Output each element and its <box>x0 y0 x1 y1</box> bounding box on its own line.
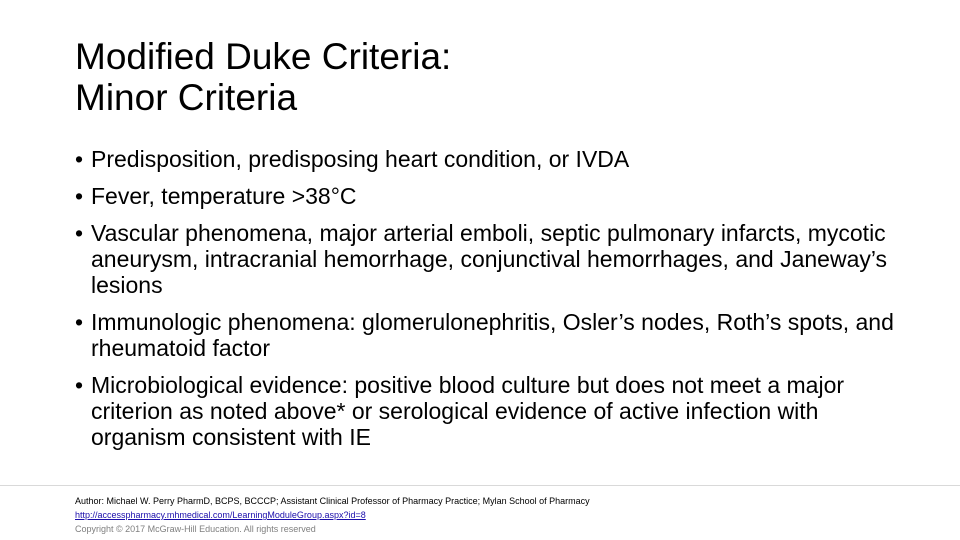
footer <box>75 494 935 536</box>
bullet-text: Microbiological evidence: positive blood culture but does not meet a major criterion as noted above* or serological evidence of active infection with organism consistent with IE <box>91 372 845 450</box>
bullet-dot: • <box>75 372 84 398</box>
footer-divider <box>0 485 960 486</box>
bullet-text: Fever, temperature >38°C <box>91 183 357 209</box>
bullet-text: Vascular phenomena, major arterial emboli, septic pulmonary infarcts, mycotic aneurysm, intracranial hemorrhage, conjunctival hemorrhages, and Janeway’s lesions <box>91 220 888 298</box>
bullet-text: Immunologic phenomena: glomerulonephritis, Osler’s nodes, Roth’s spots, and rheumatoid factor <box>91 309 894 361</box>
slide-title-line-2: Minor Criteria <box>75 77 298 118</box>
bullet-dot: • <box>75 309 84 335</box>
bullet-item <box>75 146 895 172</box>
slide-title <box>75 36 895 118</box>
footer-copyright: Copyright © 2017 McGraw-Hill Education. All rights reserved <box>75 524 316 534</box>
footer-author: Author: Michael W. Perry PharmD, BCPS, BCCCP; Assistant Clinical Professor of Pharmacy Practice; Mylan School of Pharmacy <box>75 496 590 506</box>
bullet-item <box>75 372 895 450</box>
bullet-dot: • <box>75 146 84 172</box>
bullet-list <box>75 146 895 461</box>
bullet-dot: • <box>75 183 84 209</box>
bullet-item <box>75 183 895 209</box>
slide-title-line-1: Modified Duke Criteria: <box>75 36 452 77</box>
bullet-item <box>75 220 895 298</box>
bullet-text: Predisposition, predisposing heart condition, or IVDA <box>91 146 630 172</box>
bullet-item <box>75 309 895 361</box>
footer-link[interactable]: http://accesspharmacy.mhmedical.com/LearningModuleGroup.aspx?id=8 <box>75 510 366 520</box>
bullet-dot: • <box>75 220 84 246</box>
